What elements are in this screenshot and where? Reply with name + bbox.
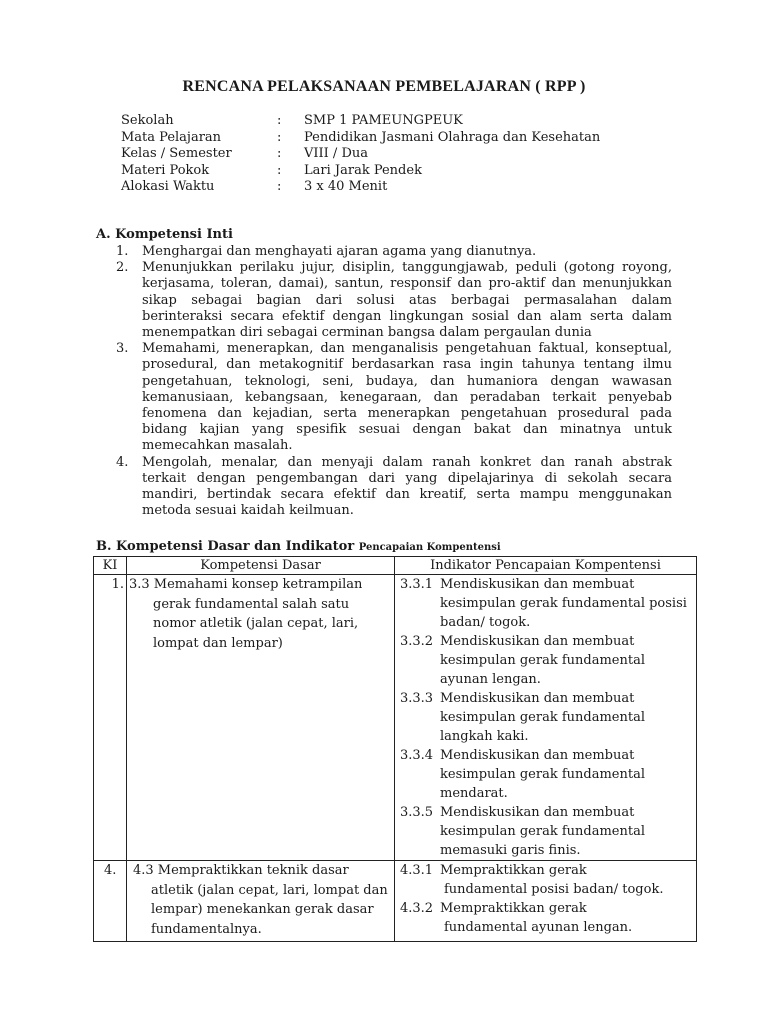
info-value: SMP 1 PAMEUNGPEUK [304, 113, 463, 128]
indicator-text-first: Mempraktikkan gerak [440, 901, 587, 916]
column-header-kd: Kompetensi Dasar [127, 557, 395, 575]
info-row-school [121, 113, 600, 130]
list-item-number: 4. [116, 454, 129, 470]
indicator-text: Mendiskusikan dan membuat kesimpulan gerak fundamental ayunan lengan. [440, 634, 645, 687]
list-item [116, 260, 672, 341]
indicator-item [395, 746, 696, 803]
list-item-text: Menghargai dan menghayati ajaran agama yang dianutnya. [142, 244, 537, 259]
list-item-text: Memahami, menerapkan, dan menganalisis pengetahuan faktual, konseptual, prosedural, dan metakognitif berdasarkan rasa ingin tahunya tentang ilmu pengetahuan, teknologi, seni, budaya, dan humaniora dengan wawasan kemanusiaan, kebangsaan, kenegaraan, dan peradaban terkait penyebab fenomena dan kejadian, serta menerapkan pengetahuan prosedural pada bidang kajian yang spesifik sesuai dengan bakat dan minatnya untuk memecahkan masalah. [142, 341, 672, 454]
section-b-heading-small: Pencapaian Kompentensi [358, 542, 501, 553]
info-label: Materi Pokok [121, 162, 210, 178]
info-row-subject [121, 130, 600, 147]
indicator-item [395, 689, 696, 746]
document-title: RENCANA PELAKSANAAN PEMBELAJARAN ( RPP ) [182, 78, 586, 95]
indicator-number: 3.3.4 [400, 748, 434, 763]
indicator-text: Mendiskusikan dan membuat kesimpulan gerak fundamental langkah kaki. [440, 691, 645, 744]
indicator-item [395, 803, 696, 860]
info-block [121, 113, 600, 196]
info-colon: : [277, 113, 282, 128]
ki-cell: 1. [94, 575, 127, 861]
indicator-text-rest: fundamental ayunan lengan. [444, 920, 633, 935]
indicator-text: Mendiskusikan dan membuat kesimpulan gerak fundamental memasuki garis finis. [440, 805, 645, 858]
info-value: VIII / Dua [304, 146, 368, 161]
indicator-number: 3.3.3 [400, 691, 434, 706]
kd-rest-text: atletik (jalan cepat, lari, lompat dan lempar) menekankan gerak dasar fundamentalnya. [151, 882, 388, 937]
indicator-text-first: Mempraktikkan gerak [440, 863, 587, 878]
competency-table [93, 556, 697, 942]
section-b-heading-main: B. Kompetensi Dasar dan Indikator [96, 539, 355, 554]
section-b-heading [96, 539, 501, 554]
ki-cell: 4. [94, 861, 127, 942]
info-colon: : [277, 146, 282, 161]
indicator-text-rest: fundamental posisi badan/ togok. [444, 882, 664, 897]
kd-first-line: 4.3 Mempraktikkan teknik dasar [133, 863, 349, 878]
section-a-heading: A. Kompetensi Inti [96, 227, 233, 242]
list-item [116, 455, 672, 520]
kd-rest-text: gerak fundamental salah satu nomor atletik (jalan cepat, lari, lompat dan lempar) [153, 596, 359, 651]
info-label: Sekolah [121, 113, 174, 128]
kd-cell [127, 861, 395, 942]
indicator-item [395, 575, 696, 632]
indicator-text: Mendiskusikan dan membuat kesimpulan gerak fundamental mendarat. [440, 748, 645, 801]
info-label: Mata Pelajaran [121, 129, 222, 145]
info-row-topic [121, 163, 600, 180]
table-header-row [94, 557, 697, 575]
core-competency-list [116, 244, 672, 519]
column-header-indicator: Indikator Pencapaian Kompentensi [395, 557, 697, 575]
info-value: 3 x 40 Menit [304, 179, 388, 194]
list-item-text: Menunjukkan perilaku jujur, disiplin, tanggungjawab, peduli (gotong royong, kerjasama, toleran, damai), santun, responsif dan pro-aktif dan menunjukkan sikap sebagai bagian dari solusi atas berbagai permasalahan dalam berinteraksi secara efektif dengan lingkungan sosial dan alam serta dalam menempatkan diri sebagai cerminan bangsa dalam pergaulan dunia [142, 260, 672, 341]
indicator-number: 3.3.2 [400, 634, 434, 649]
info-label: Kelas / Semester [121, 146, 232, 161]
indicator-item [395, 899, 696, 937]
info-value: Pendidikan Jasmani Olahraga dan Kesehatan [304, 129, 601, 145]
indicator-cell [395, 575, 697, 861]
info-value: Lari Jarak Pendek [304, 162, 422, 178]
indicator-number: 4.3.2 [400, 901, 434, 916]
info-label: Alokasi Waktu [121, 179, 215, 194]
list-item-number: 3. [116, 341, 129, 357]
indicator-item [395, 861, 696, 899]
indicator-number: 3.3.1 [400, 577, 434, 592]
info-colon: : [277, 179, 282, 194]
table-row [94, 861, 697, 942]
kd-cell [127, 575, 395, 861]
info-colon: : [277, 162, 282, 178]
list-item-number: 2. [116, 260, 129, 276]
indicator-number: 4.3.1 [400, 863, 434, 878]
info-row-class [121, 146, 600, 163]
list-item [116, 244, 672, 260]
info-colon: : [277, 129, 282, 145]
indicator-cell [395, 861, 697, 942]
table-row [94, 575, 697, 861]
indicator-text: Mendiskusikan dan membuat kesimpulan gerak fundamental posisi badan/ togok. [440, 577, 687, 630]
info-row-time [121, 179, 600, 196]
indicator-number: 3.3.5 [400, 805, 434, 820]
kd-first-line: 3.3 Memahami konsep ketrampilan [129, 577, 363, 592]
indicator-item [395, 632, 696, 689]
column-header-ki: KI [94, 557, 127, 575]
list-item-number: 1. [116, 244, 129, 259]
list-item-text: Mengolah, menalar, dan menyaji dalam ranah konkret dan ranah abstrak terkait dengan pengembangan dari yang dipelajarinya di sekolah secara mandiri, bertindak secara efektif dan kreatif, serta mampu menggunakan metoda sesuai kaidah keilmuan. [142, 454, 672, 519]
list-item [116, 341, 672, 454]
